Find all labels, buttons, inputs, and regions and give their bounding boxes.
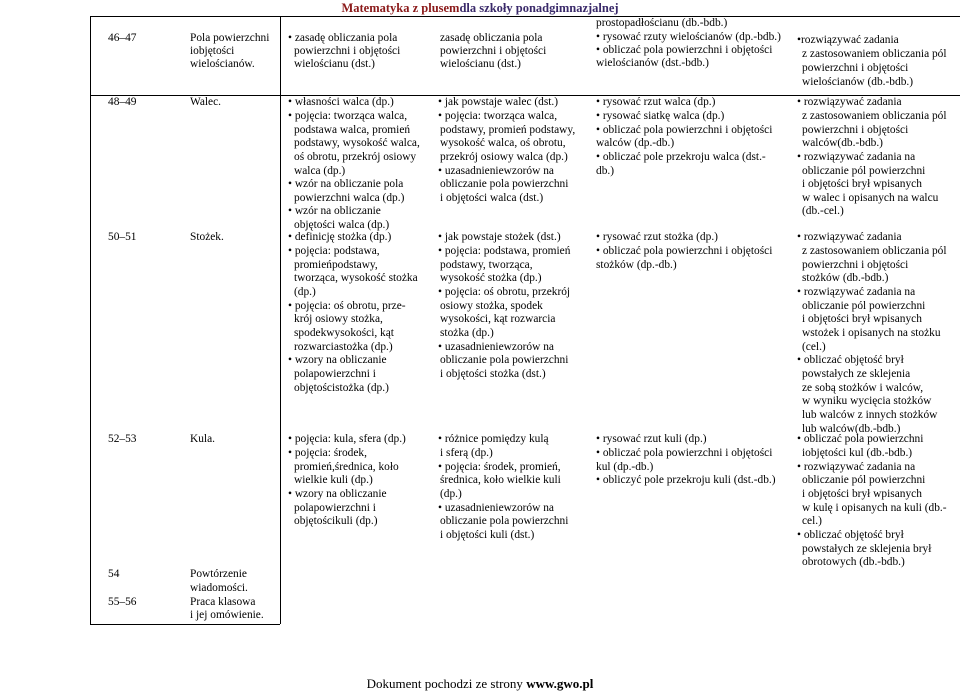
content-line: tworząca, wysokość stożka	[294, 272, 418, 284]
basic-line: • różnice pomiędzy kulą	[438, 433, 549, 445]
extended-line: w walec i opisanych na walcu	[802, 192, 939, 204]
extended-line: • obliczać objętość brył	[797, 354, 904, 366]
content-line: • pojęcia: tworząca walca,	[288, 110, 408, 122]
extended-line: i objętości brył wpisanych	[802, 178, 922, 190]
lesson-number: 55–56	[108, 596, 137, 608]
basic-line: podstawy, promień podstawy,	[440, 124, 576, 136]
advanced-line: • rysować rzut walca (dp.)	[596, 96, 716, 108]
extended-line: w wyniku wycięcia stożków	[802, 395, 932, 407]
topic-line: Walec.	[190, 96, 222, 108]
content-line: • wzór na obliczanie	[288, 205, 381, 217]
extended-line: stożków (db.-bdb.)	[802, 272, 889, 284]
basic-line: • pojęcia: oś obrotu, przekrój	[438, 286, 571, 298]
advanced-line: • rysować rzut kuli (dp.)	[596, 433, 707, 445]
extended-line: wstożek i opisanych na stożku	[802, 327, 941, 339]
extended-line: • rozwiązywać zadania na	[797, 286, 916, 298]
content-line: promieńpodstawy,	[294, 259, 378, 271]
content-line: objętościstożka (dp.)	[294, 382, 389, 394]
advanced-line: • obliczać pola powierzchni i objętości	[596, 447, 773, 459]
advanced-line: db.)	[596, 165, 615, 177]
extended-line: wielościanów (db.-bdb.)	[802, 76, 914, 88]
content-line: (dp.)	[294, 286, 316, 298]
column-divider	[90, 16, 91, 624]
extended-line: iobjętości kul (db.-bdb.)	[802, 447, 913, 459]
advanced-line: • obliczyć pole przekroju kuli (dst.-db.)	[596, 474, 776, 486]
content-line: • definicję stożka (dp.)	[288, 231, 392, 243]
topic-line: Praca klasowa	[190, 596, 256, 608]
extended-line: • rozwiązywać zadania na	[797, 461, 916, 473]
content-line: spodekwysokości, kąt	[294, 327, 394, 339]
content-line: • wzory na obliczanie	[288, 488, 387, 500]
basic-line: • pojęcia: środek, promień,	[438, 461, 561, 473]
basic-line: • uzasadnieniewzorów na	[438, 502, 554, 514]
extended-line: lub walców z innych stożków	[802, 409, 938, 421]
content-line: walca (dp.)	[294, 165, 346, 177]
content-line: • wzory na obliczanie	[288, 354, 387, 366]
content-line: powierzchni walca (dp.)	[294, 192, 405, 204]
extended-line: z zastosowaniem obliczania pól	[802, 245, 947, 257]
extended-line: w kulę i opisanych na kuli (db.-	[802, 502, 947, 514]
advanced-line: • obliczać pola powierzchni i objętości	[596, 245, 773, 257]
content-line: • wzór na obliczanie pola	[288, 178, 404, 190]
content-line: polapowierzchni i	[294, 502, 376, 514]
content-line: • pojęcia: podstawa,	[288, 245, 380, 257]
extended-line: powierzchni i objętości	[802, 124, 909, 136]
content-line: objętości walca (dp.)	[294, 219, 390, 231]
basic-line: i objętości walca (dst.)	[440, 192, 544, 204]
advanced-line: stożków (dp.-db.)	[596, 259, 677, 271]
advanced-line: prostopadłościanu (db.-bdb.)	[596, 17, 728, 29]
content-line: • pojęcia: kula, sfera (dp.)	[288, 433, 406, 445]
content-line: wielościanu (dst.)	[294, 58, 375, 70]
header-brand: Matematyka z plusem	[341, 1, 460, 15]
extended-line: obliczanie pól powierzchni	[802, 165, 926, 177]
topic-line: Powtórzenie	[190, 568, 247, 580]
basic-line: • pojęcia: podstawa, promień	[438, 245, 571, 257]
advanced-line: • rysować rzuty wielościanów (dp.-bdb.)	[596, 31, 781, 43]
topic-line: Pola powierzchni	[190, 32, 270, 44]
content-line: objętościkuli (dp.)	[294, 515, 378, 527]
topic-line: Kula.	[190, 433, 215, 445]
extended-line: ze sobą stożków i walców,	[802, 382, 924, 394]
extended-line: powstałych ze sklejenia brył	[802, 543, 932, 555]
table-bottom-border	[90, 624, 280, 625]
content-line: • zasadę obliczania pola	[288, 32, 398, 44]
extended-line: lub walców(db.-bdb.)	[802, 423, 901, 435]
advanced-line: • obliczać pola powierzchni i objętości	[596, 124, 773, 136]
advanced-line: • rysować rzut stożka (dp.)	[596, 231, 718, 243]
basic-line: • pojęcia: tworząca walca,	[438, 110, 558, 122]
lesson-number: 54	[108, 568, 120, 580]
page-header	[0, 1, 960, 16]
extended-line: powierzchni i objętości	[802, 259, 909, 271]
basic-line: obliczanie pola powierzchni	[440, 178, 569, 190]
lesson-number: 50–51	[108, 231, 137, 243]
footer-prefix: Dokument pochodzi ze strony	[366, 676, 523, 691]
advanced-line: kul (dp.-db.)	[596, 461, 654, 473]
topic-line: wiadomości.	[190, 582, 248, 594]
content-line: • pojęcia: środek,	[288, 447, 367, 459]
content-line: podstawa walca, promień	[294, 124, 411, 136]
topic-line: iobjętości	[190, 45, 235, 57]
basic-line: • jak powstaje walec (dst.)	[438, 96, 559, 108]
extended-line: powierzchni i objętości	[802, 62, 909, 74]
basic-line: wielościanu (dst.)	[440, 58, 521, 70]
extended-line: obliczanie pól powierzchni	[802, 300, 926, 312]
basic-line: • jak powstaje stożek (dst.)	[438, 231, 561, 243]
basic-line: • uzasadnieniewzorów na	[438, 165, 554, 177]
extended-line: (cel.)	[802, 341, 826, 353]
basic-line: wysokość stożka (dp.)	[440, 272, 542, 284]
lesson-number: 48–49	[108, 96, 137, 108]
content-line: oś obrotu, przekrój osiowy	[294, 151, 417, 163]
basic-line: stożka (dp.)	[440, 327, 494, 339]
extended-line: • obliczać objętość brył	[797, 529, 904, 541]
extended-line: z zastosowaniem obliczania pól	[802, 110, 947, 122]
lesson-number: 52–53	[108, 433, 137, 445]
topic-line: Stożek.	[190, 231, 224, 243]
topic-line: i jej omówienie.	[190, 609, 264, 621]
extended-line: walców(db.-bdb.)	[802, 137, 883, 149]
basic-line: podstawy, tworząca,	[440, 259, 533, 271]
basic-line: • uzasadnieniewzorów na	[438, 341, 554, 353]
basic-line: średnica, koło wielkie kuli	[440, 474, 561, 486]
extended-line: cel.)	[802, 515, 822, 527]
basic-line: i sferą (dp.)	[440, 447, 493, 459]
content-line: podstawy, wysokość walca,	[294, 137, 420, 149]
advanced-line: • obliczać pola powierzchni i objętości	[596, 44, 773, 56]
basic-line: osiowy stożka, spodek	[440, 300, 543, 312]
extended-line: obrotowych (db.-bdb.)	[802, 556, 905, 568]
extended-line: • obliczać pola powierzchni	[797, 433, 924, 445]
basic-line: przekrój osiowy walca (dp.)	[440, 151, 568, 163]
basic-line: (dp.)	[440, 488, 462, 500]
extended-line: i objętości brył wpisanych	[802, 488, 922, 500]
content-line: rozwarciastożka (dp.)	[294, 341, 393, 353]
extended-line: powstałych ze sklejenia	[802, 368, 911, 380]
basic-line: powierzchni i objętości	[440, 45, 547, 57]
advanced-line: walców (dp.-db.)	[596, 137, 675, 149]
extended-line: •rozwiązywać zadania	[797, 34, 899, 46]
content-line: • pojęcia: oś obrotu, prze-	[288, 300, 406, 312]
lesson-number: 46–47	[108, 32, 137, 44]
basic-line: obliczanie pola powierzchni	[440, 354, 569, 366]
extended-line: obliczanie pól powierzchni	[802, 474, 926, 486]
extended-line: i objętości brył wpisanych	[802, 313, 922, 325]
header-subtitle: dla szkoły ponadgimnazjalnej	[459, 1, 619, 15]
advanced-line: • obliczać pole przekroju walca (dst.-	[596, 151, 766, 163]
extended-line: z zastosowaniem obliczania pól	[802, 48, 947, 60]
page-footer	[0, 676, 960, 692]
table-top-border	[90, 16, 960, 17]
basic-line: wysokość walca, oś obrotu,	[440, 137, 566, 149]
extended-line: (db.-cel.)	[802, 205, 844, 217]
advanced-line: wielościanów (dst.-bdb.)	[596, 57, 709, 69]
extended-line: • rozwiązywać zadania	[797, 231, 902, 243]
basic-line: i objętości stożka (dst.)	[440, 368, 546, 380]
basic-line: obliczanie pola powierzchni	[440, 515, 569, 527]
column-divider	[280, 16, 281, 624]
footer-link[interactable]: www.gwo.pl	[526, 676, 594, 691]
content-line: powierzchni i objętości	[294, 45, 401, 57]
extended-line: • rozwiązywać zadania	[797, 96, 902, 108]
extended-line: • rozwiązywać zadania na	[797, 151, 916, 163]
content-line: polapowierzchni i	[294, 368, 376, 380]
topic-line: wielościanów.	[190, 58, 255, 70]
content-line: wielkie kuli (dp.)	[294, 474, 373, 486]
content-line: promień,średnica, koło	[294, 461, 399, 473]
basic-line: i objętości kuli (dst.)	[440, 529, 535, 541]
basic-line: wysokości, kąt rozwarcia	[440, 313, 556, 325]
advanced-line: • rysować siatkę walca (dp.)	[596, 110, 725, 122]
content-line: krój osiowy stożka,	[294, 313, 383, 325]
basic-line: zasadę obliczania pola	[440, 32, 543, 44]
content-line: • własności walca (dp.)	[288, 96, 394, 108]
